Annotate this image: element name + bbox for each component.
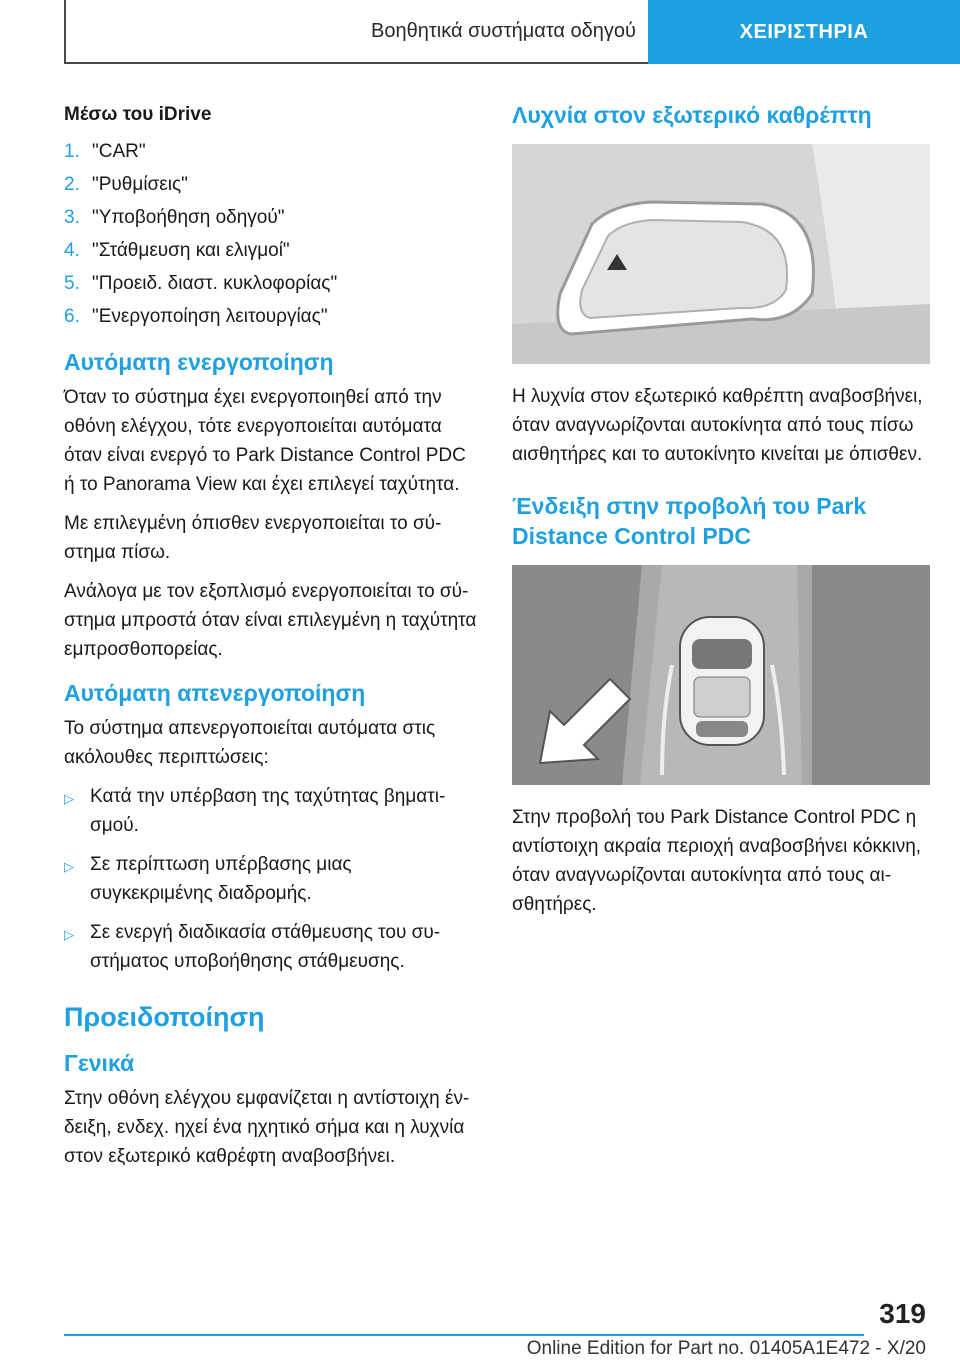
step-number: 5. (64, 273, 80, 294)
step-item (64, 135, 478, 168)
auto-activation-text-1: Όταν το σύστημα έχει ενεργοποιηθεί από την οθόνη ελέγχου, τότε ενεργοποιείται αυτόματα όταν είναι ενεργό το Park Distance Control PDC ή το Panorama View και έχει επιλεγεί ταχύτητα. (64, 387, 466, 495)
step-number: 4. (64, 240, 80, 261)
idrive-title: Μέσω του iDrive (64, 104, 212, 125)
section-title: Βοηθητικά συστήματα οδηγού (64, 0, 648, 64)
mirror-illustration (512, 144, 930, 364)
idrive-steps (64, 135, 478, 333)
step-text: "Στάθμευση και ελιγμοί" (92, 240, 290, 261)
chapter-tab[interactable]: ΧΕΙΡΙΣΤΗΡΙΑ (648, 0, 960, 64)
step-number: 3. (64, 207, 80, 228)
step-text: "CAR" (92, 141, 146, 162)
auto-deactivation-intro: Το σύστημα απενεργοποιείται αυτόματα στις ακόλουθες περιπτώσεις: (64, 718, 436, 768)
step-item (64, 267, 478, 300)
auto-activation-text-2: Με επιλεγμένη όπισθεν ενεργοποιείται το σύστημα πίσω. (64, 513, 442, 563)
triangle-bullet-icon: ▷ (64, 927, 74, 942)
list-item (64, 850, 478, 908)
step-item (64, 300, 478, 333)
auto-deactivation-heading: Αυτόματη απενεργοποίηση (64, 680, 366, 706)
general-text: Στην οθόνη ελέγχου εμφανίζεται η αντίστοιχη ένδειξη, ενδεχ. ηχεί ένα ηχητικό σήμα και η λυχνία στον εξωτερικό καθρέφτη αναβοσβήνει. (64, 1088, 470, 1167)
step-item (64, 234, 478, 267)
list-item-text: Κατά την υπέρβαση της ταχύτητας βηματισμού. (90, 786, 446, 836)
warning-heading: Προειδοποίηση (64, 1002, 265, 1032)
pdc-display-heading: Ένδειξη στην προβολή του Park Distance Control PDC (512, 493, 867, 549)
auto-activation-heading: Αυτόματη ενεργοποίηση (64, 349, 334, 375)
edition-text: Online Edition for Part no. 01405A1E472 - X/20 (526, 1338, 926, 1359)
list-item (64, 782, 478, 840)
list-item-text: Σε περίπτωση υπέρβασης μιας συγκεκριμένης διαδρομής. (90, 854, 352, 904)
triangle-bullet-icon: ▷ (64, 791, 74, 806)
car-icon (680, 617, 764, 745)
page-header (64, 0, 960, 64)
step-number: 2. (64, 174, 80, 195)
step-text: "Υποβοήθηση οδηγού" (92, 207, 285, 228)
mirror-light-heading: Λυχνία στον εξωτερικό καθρέπτη (512, 102, 872, 128)
list-item (64, 918, 478, 976)
step-item (64, 168, 478, 201)
deactivation-list (64, 782, 478, 976)
left-column (64, 100, 478, 1181)
mirror-light-text: Η λυχνία στον εξωτερικό καθρέπτη αναβοσβήνει, όταν αναγνωρίζονται αυτοκίνητα από τους πίσω αισθητήρες και το αυτοκίνητο κινείται με όπισθεν. (512, 386, 923, 465)
step-number: 1. (64, 141, 80, 162)
footer-divider (64, 1334, 864, 1336)
step-text: "Ρυθμίσεις" (92, 174, 188, 195)
pdc-illustration (512, 565, 930, 785)
step-text: "Προειδ. διαστ. κυκλοφορίας" (92, 273, 338, 294)
auto-activation-text-3: Ανάλογα με τον εξοπλισμό ενεργοποιείται το σύστημα μπροστά όταν είναι επιλεγμένη η ταχύτητα εμπροσθοπορείας. (64, 581, 477, 660)
general-heading: Γενικά (64, 1050, 135, 1076)
list-item-text: Σε ενεργή διαδικασία στάθμευσης του συστήματος υποβοήθησης στάθμευσης. (90, 922, 441, 972)
right-column (512, 100, 930, 929)
triangle-bullet-icon: ▷ (64, 859, 74, 874)
pdc-display-text: Στην προβολή του Park Distance Control PDC η αντίστοιχη ακραία περιοχή αναβοσβήνει κόκκινη, όταν αναγνωρίζονται αυτοκίνητα από τους αισθητήρες. (512, 807, 922, 915)
page-number: 319 (879, 1298, 926, 1329)
step-item (64, 201, 478, 234)
step-text: "Ενεργοποίηση λειτουργίας" (92, 306, 328, 327)
step-number: 6. (64, 306, 80, 327)
